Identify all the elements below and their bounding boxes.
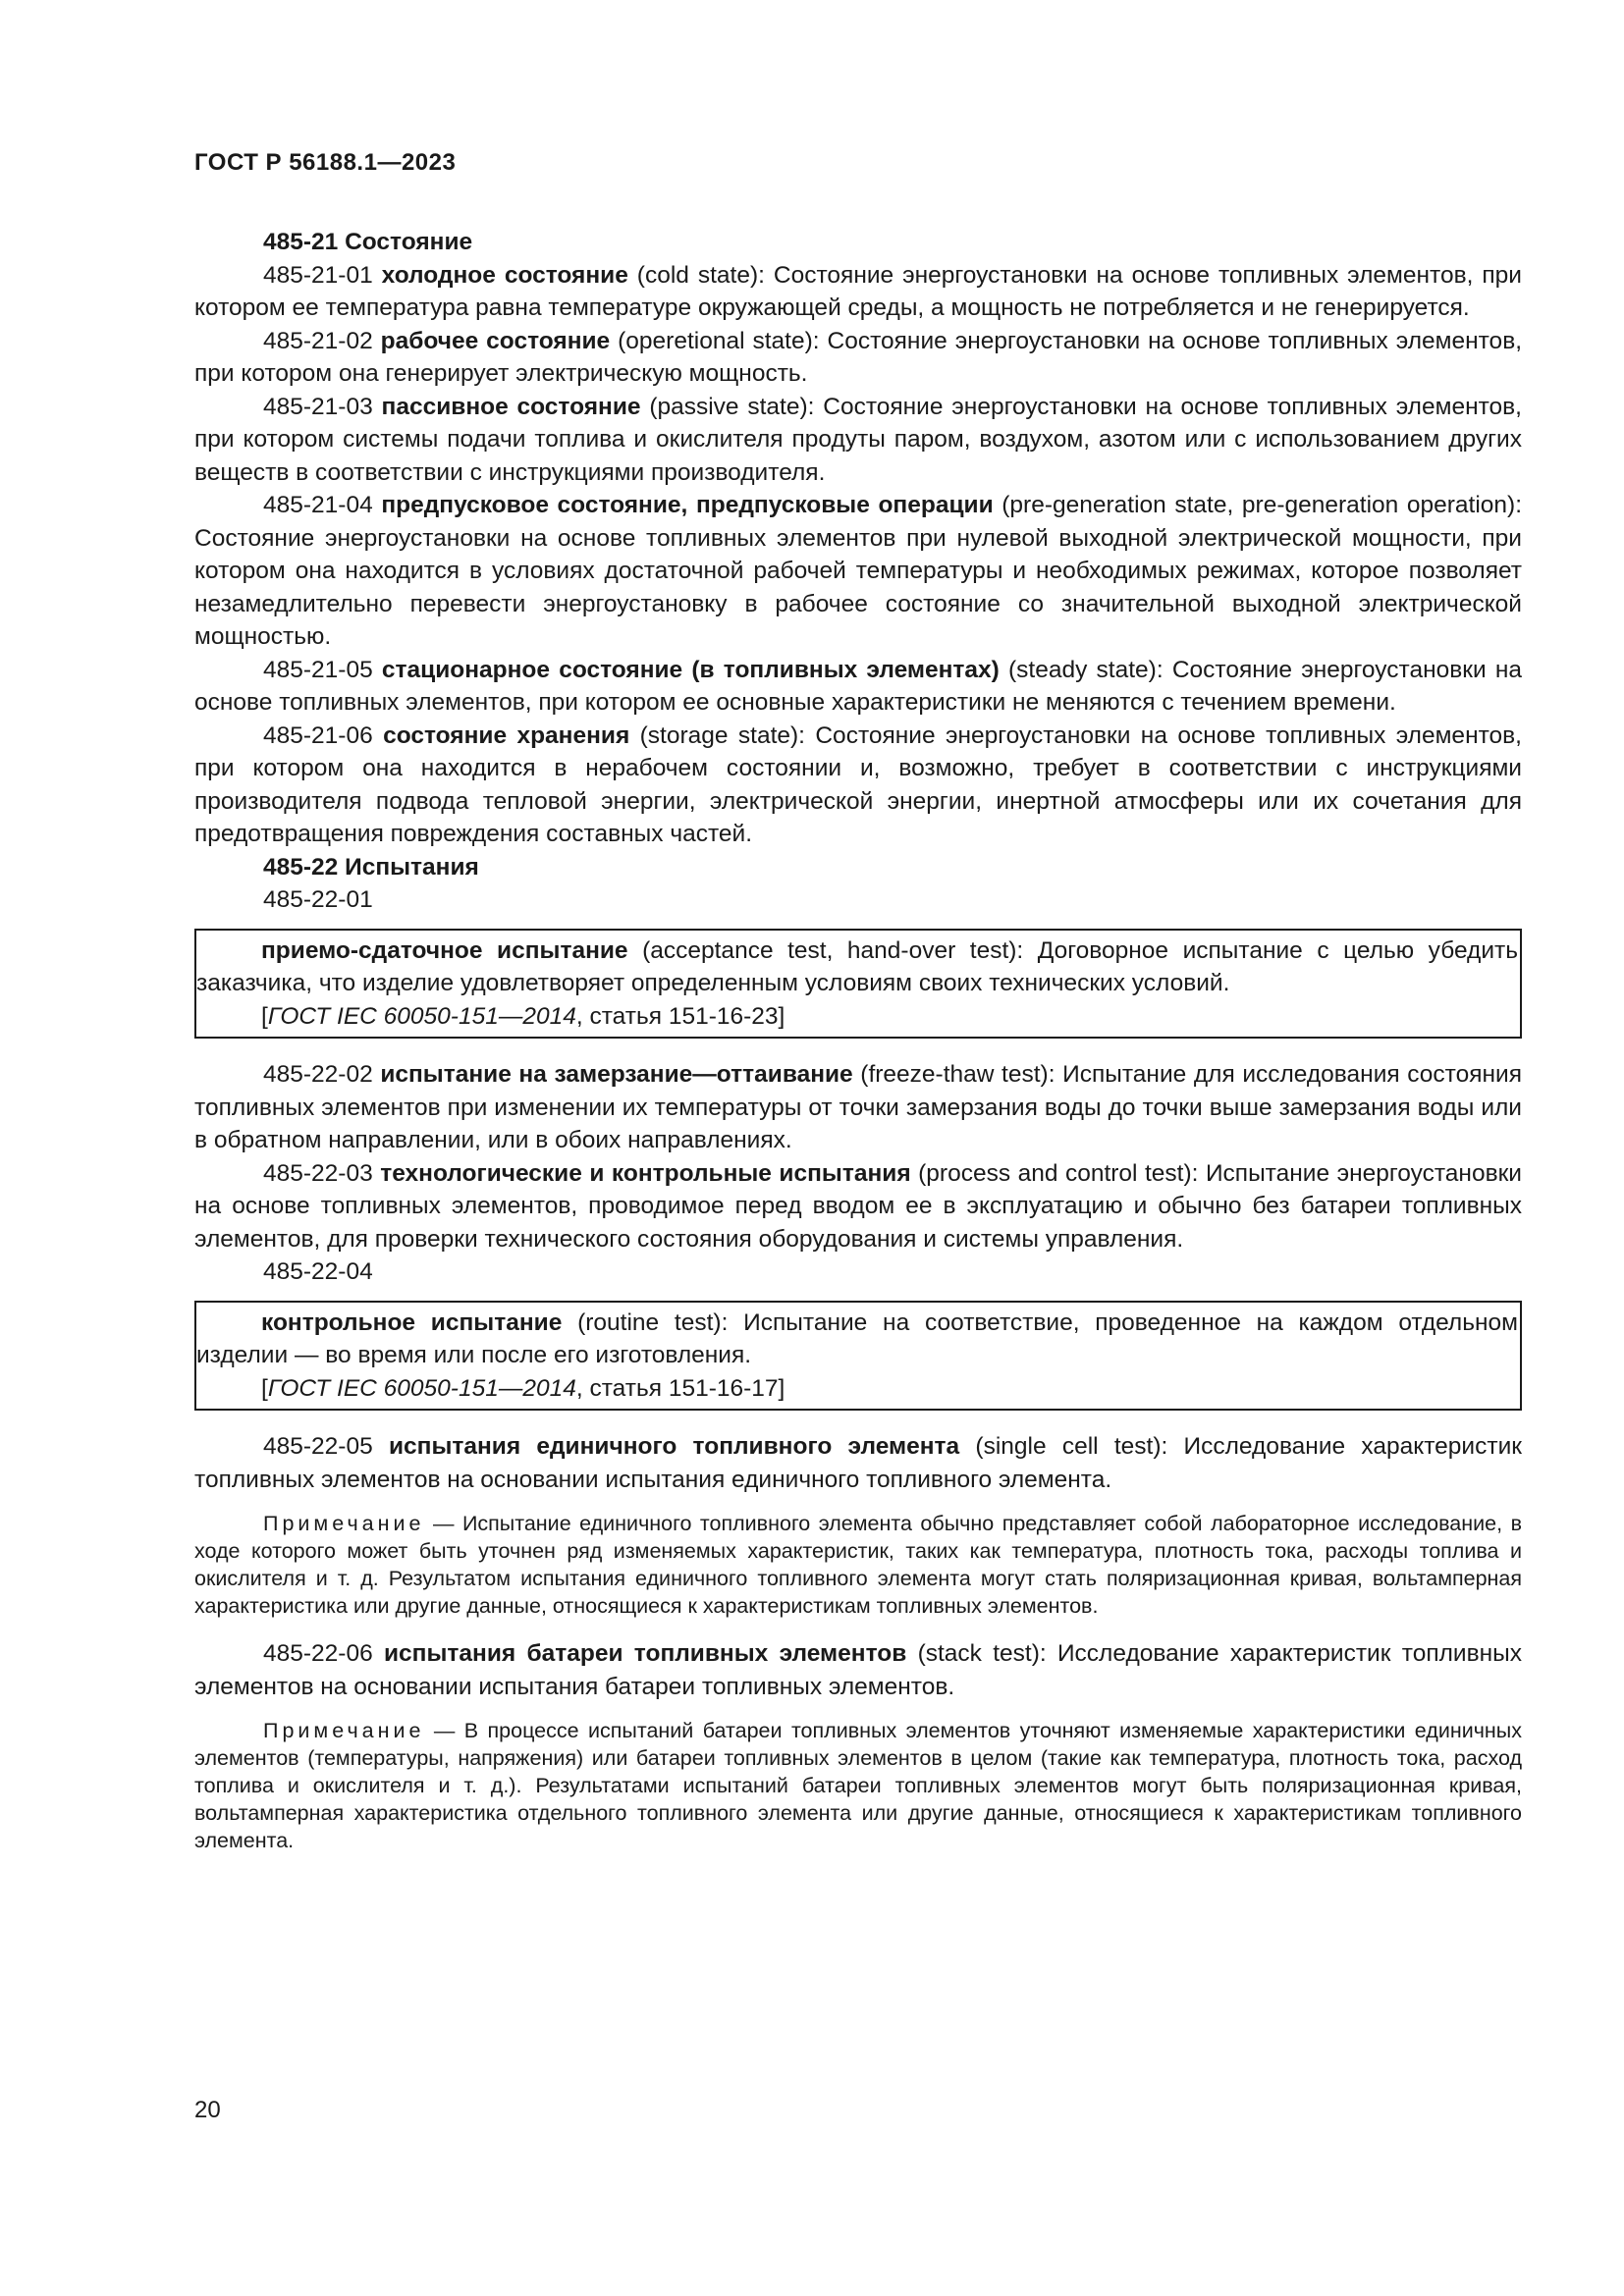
entry-term: испытания единичного топливного элемента bbox=[388, 1433, 960, 1460]
source-reference: [ГОСТ IEC 60050-151—2014, статья 151-16-17] bbox=[261, 1374, 785, 1402]
entry-485-22-02 bbox=[194, 1058, 1522, 1157]
entry-code: 485-21-03 bbox=[263, 393, 373, 420]
entry-code: 485-21-04 bbox=[263, 492, 373, 518]
entry-485-21-02 bbox=[194, 325, 1522, 391]
entry-485-22-03 bbox=[194, 1157, 1522, 1256]
entry-term: технологические и контрольные испытания bbox=[380, 1159, 911, 1187]
entry-term: испытания батареи топливных элементов bbox=[384, 1640, 907, 1667]
entry-code: 485-21-02 bbox=[263, 327, 373, 354]
entry-code: 485-22-03 bbox=[263, 1159, 373, 1187]
entry-definition: (stack test): Исследование характеристик топливных элементов на основании испытания батареи топливных элементов. bbox=[194, 1640, 1522, 1700]
entry-485-21-04 bbox=[194, 489, 1522, 654]
entry-definition: (cold state): Состояние энергоустановки на основе топливных элементов, при котором ее температура равна температуре окружающей среды, а мощность не потребляется и не генерируется. bbox=[194, 261, 1522, 321]
document-body bbox=[194, 226, 1522, 1872]
entry-code-485-22-01: 485-22-01 bbox=[263, 886, 373, 913]
entry-definition: (storage state): Состояние энергоустановки на основе топливных элементов, при котором она находится в нерабочем состоянии и, возможно, требует в соответствии с инструкциями производителя подвода тепловой энергии, электрической энергии, инертной атмосферы или их сочетания для предотвращения повреждения составных частей. bbox=[194, 721, 1522, 847]
section-heading-485-21: 485-21 Состояние bbox=[263, 229, 473, 255]
note-485-22-06 bbox=[194, 1717, 1522, 1854]
source-reference: [ГОСТ IEC 60050-151—2014, статья 151-16-23] bbox=[261, 1002, 785, 1030]
entry-definition: (operetional state): Состояние энергоустановки на основе топливных элементов, при котором она генерирует электрическую мощность. bbox=[194, 327, 1523, 387]
entry-definition: (freeze-thaw test): Испытание для исследования состояния топливных элементов при изменении их температуры от точки замерзания воды до точки выше замерзания воды или в обратном направлении, или в обоих направлениях. bbox=[194, 1061, 1522, 1153]
entry-definition: (process and control test): Испытание энергоустановки на основе топливных элементов, проводимое перед вводом ее в эксплуатацию и обычно без батареи топливных элементов, для проверки технического состояния оборудования и системы управления. bbox=[194, 1159, 1522, 1253]
boxed-definition-text bbox=[196, 934, 1518, 1000]
note-485-22-05 bbox=[194, 1510, 1522, 1620]
reference-document: ГОСТ IEC 60050-151—2014 bbox=[267, 1374, 576, 1402]
entry-485-21-01 bbox=[194, 259, 1522, 325]
note-text: — В процессе испытаний батареи топливных элементов уточняют изменяемые характеристики единичных элементов (температуры, напряжения) или батареи топливных элементов в целом (такие как температура, плотность тока, расход топлива и окислителя и т. д.). Результатами испытаний батареи топливных элементов могут быть поляризационная кривая, вольтамперная характеристика отдельного топливного элемента или другие данные, относящиеся к характеристикам топливного элемента. bbox=[194, 1719, 1522, 1852]
note-label: Примечание bbox=[263, 1512, 425, 1535]
entry-code-485-22-04: 485-22-04 bbox=[263, 1258, 373, 1285]
entry-485-21-03 bbox=[194, 391, 1522, 490]
entry-485-21-06 bbox=[194, 720, 1522, 851]
entry-term: контрольное испытание bbox=[261, 1308, 563, 1336]
entry-definition: (passive state): Состояние энергоустановки на основе топливных элементов, при котором системы подачи топлива и окислителя продуты паром, воздухом, азотом или с использованием других веществ в соответствии с инструкциями производителя. bbox=[194, 393, 1522, 486]
document-header: ГОСТ Р 56188.1—2023 bbox=[194, 149, 457, 176]
boxed-definition-485-22-01 bbox=[194, 929, 1522, 1040]
entry-definition: (acceptance test, hand-over test): Договорное испытание с целью убедить заказчика, что изделие удовлетворяет определенным условиям своих технических условий. bbox=[196, 936, 1518, 996]
entry-term: холодное состояние bbox=[381, 261, 628, 289]
entry-term: приемо-сдаточное испытание bbox=[261, 936, 628, 964]
entry-definition: (routine test): Испытание на соответствие, проведенное на каждом отдельном изделии — во время или после его изготовления. bbox=[196, 1308, 1518, 1368]
entry-code: 485-21-01 bbox=[263, 261, 373, 289]
entry-term: предпусковое состояние, предпусковые операции bbox=[381, 492, 994, 518]
entry-code: 485-21-05 bbox=[263, 656, 373, 683]
boxed-definition-485-22-04 bbox=[194, 1301, 1522, 1412]
entry-term: стационарное состояние (в топливных элементах) bbox=[381, 656, 1000, 683]
section-heading-485-22: 485-22 Испытания bbox=[263, 853, 479, 881]
note-text: — Испытание единичного топливного элемента обычно представляет собой лабораторное исследование, в ходе которого может быть уточнен ряд изменяемых характеристик, таких как температура, плотность тока, расходы топлива и окислителя и т. д. Результатом испытания единичного топливного элемента могут стать поляризационная кривая, вольтамперная характеристика или другие данные, относящиеся к характеристикам топливных элементов. bbox=[194, 1512, 1522, 1618]
note-label: Примечание bbox=[263, 1719, 425, 1742]
entry-definition: (steady state): Состояние энергоустановки на основе топливных элементов, при котором ее основные характеристики не меняются с течением времени. bbox=[194, 656, 1522, 716]
entry-term: испытание на замерзание—оттаивание bbox=[380, 1061, 853, 1088]
entry-term: рабочее состояние bbox=[380, 327, 611, 354]
entry-485-22-05 bbox=[194, 1430, 1522, 1496]
entry-definition: (single cell test): Исследование характеристик топливных элементов на основании испытания единичного топливного элемента. bbox=[194, 1433, 1522, 1493]
page-number: 20 bbox=[194, 2097, 221, 2123]
entry-definition: (pre-generation state, pre-generation operation): Состояние энергоустановки на основе топливных элементов при нулевой выходной электрической мощности, при котором она находится в условиях достаточной рабочей температуры и необходимых режимах, которое позволяет незамедлительно перевести энергоустановку в рабочее состояние со значительной выходной электрической мощностью. bbox=[194, 492, 1523, 650]
reference-document: ГОСТ IEC 60050-151—2014 bbox=[267, 1002, 576, 1030]
entry-term: состояние хранения bbox=[383, 721, 630, 749]
entry-code: 485-22-06 bbox=[263, 1640, 373, 1667]
entry-code: 485-21-06 bbox=[263, 721, 373, 749]
entry-485-21-05 bbox=[194, 654, 1522, 720]
entry-code: 485-22-02 bbox=[263, 1061, 373, 1088]
boxed-definition-text bbox=[196, 1307, 1518, 1372]
entry-485-22-06 bbox=[194, 1637, 1522, 1703]
entry-code: 485-22-05 bbox=[263, 1433, 373, 1460]
entry-term: пассивное состояние bbox=[381, 393, 641, 420]
